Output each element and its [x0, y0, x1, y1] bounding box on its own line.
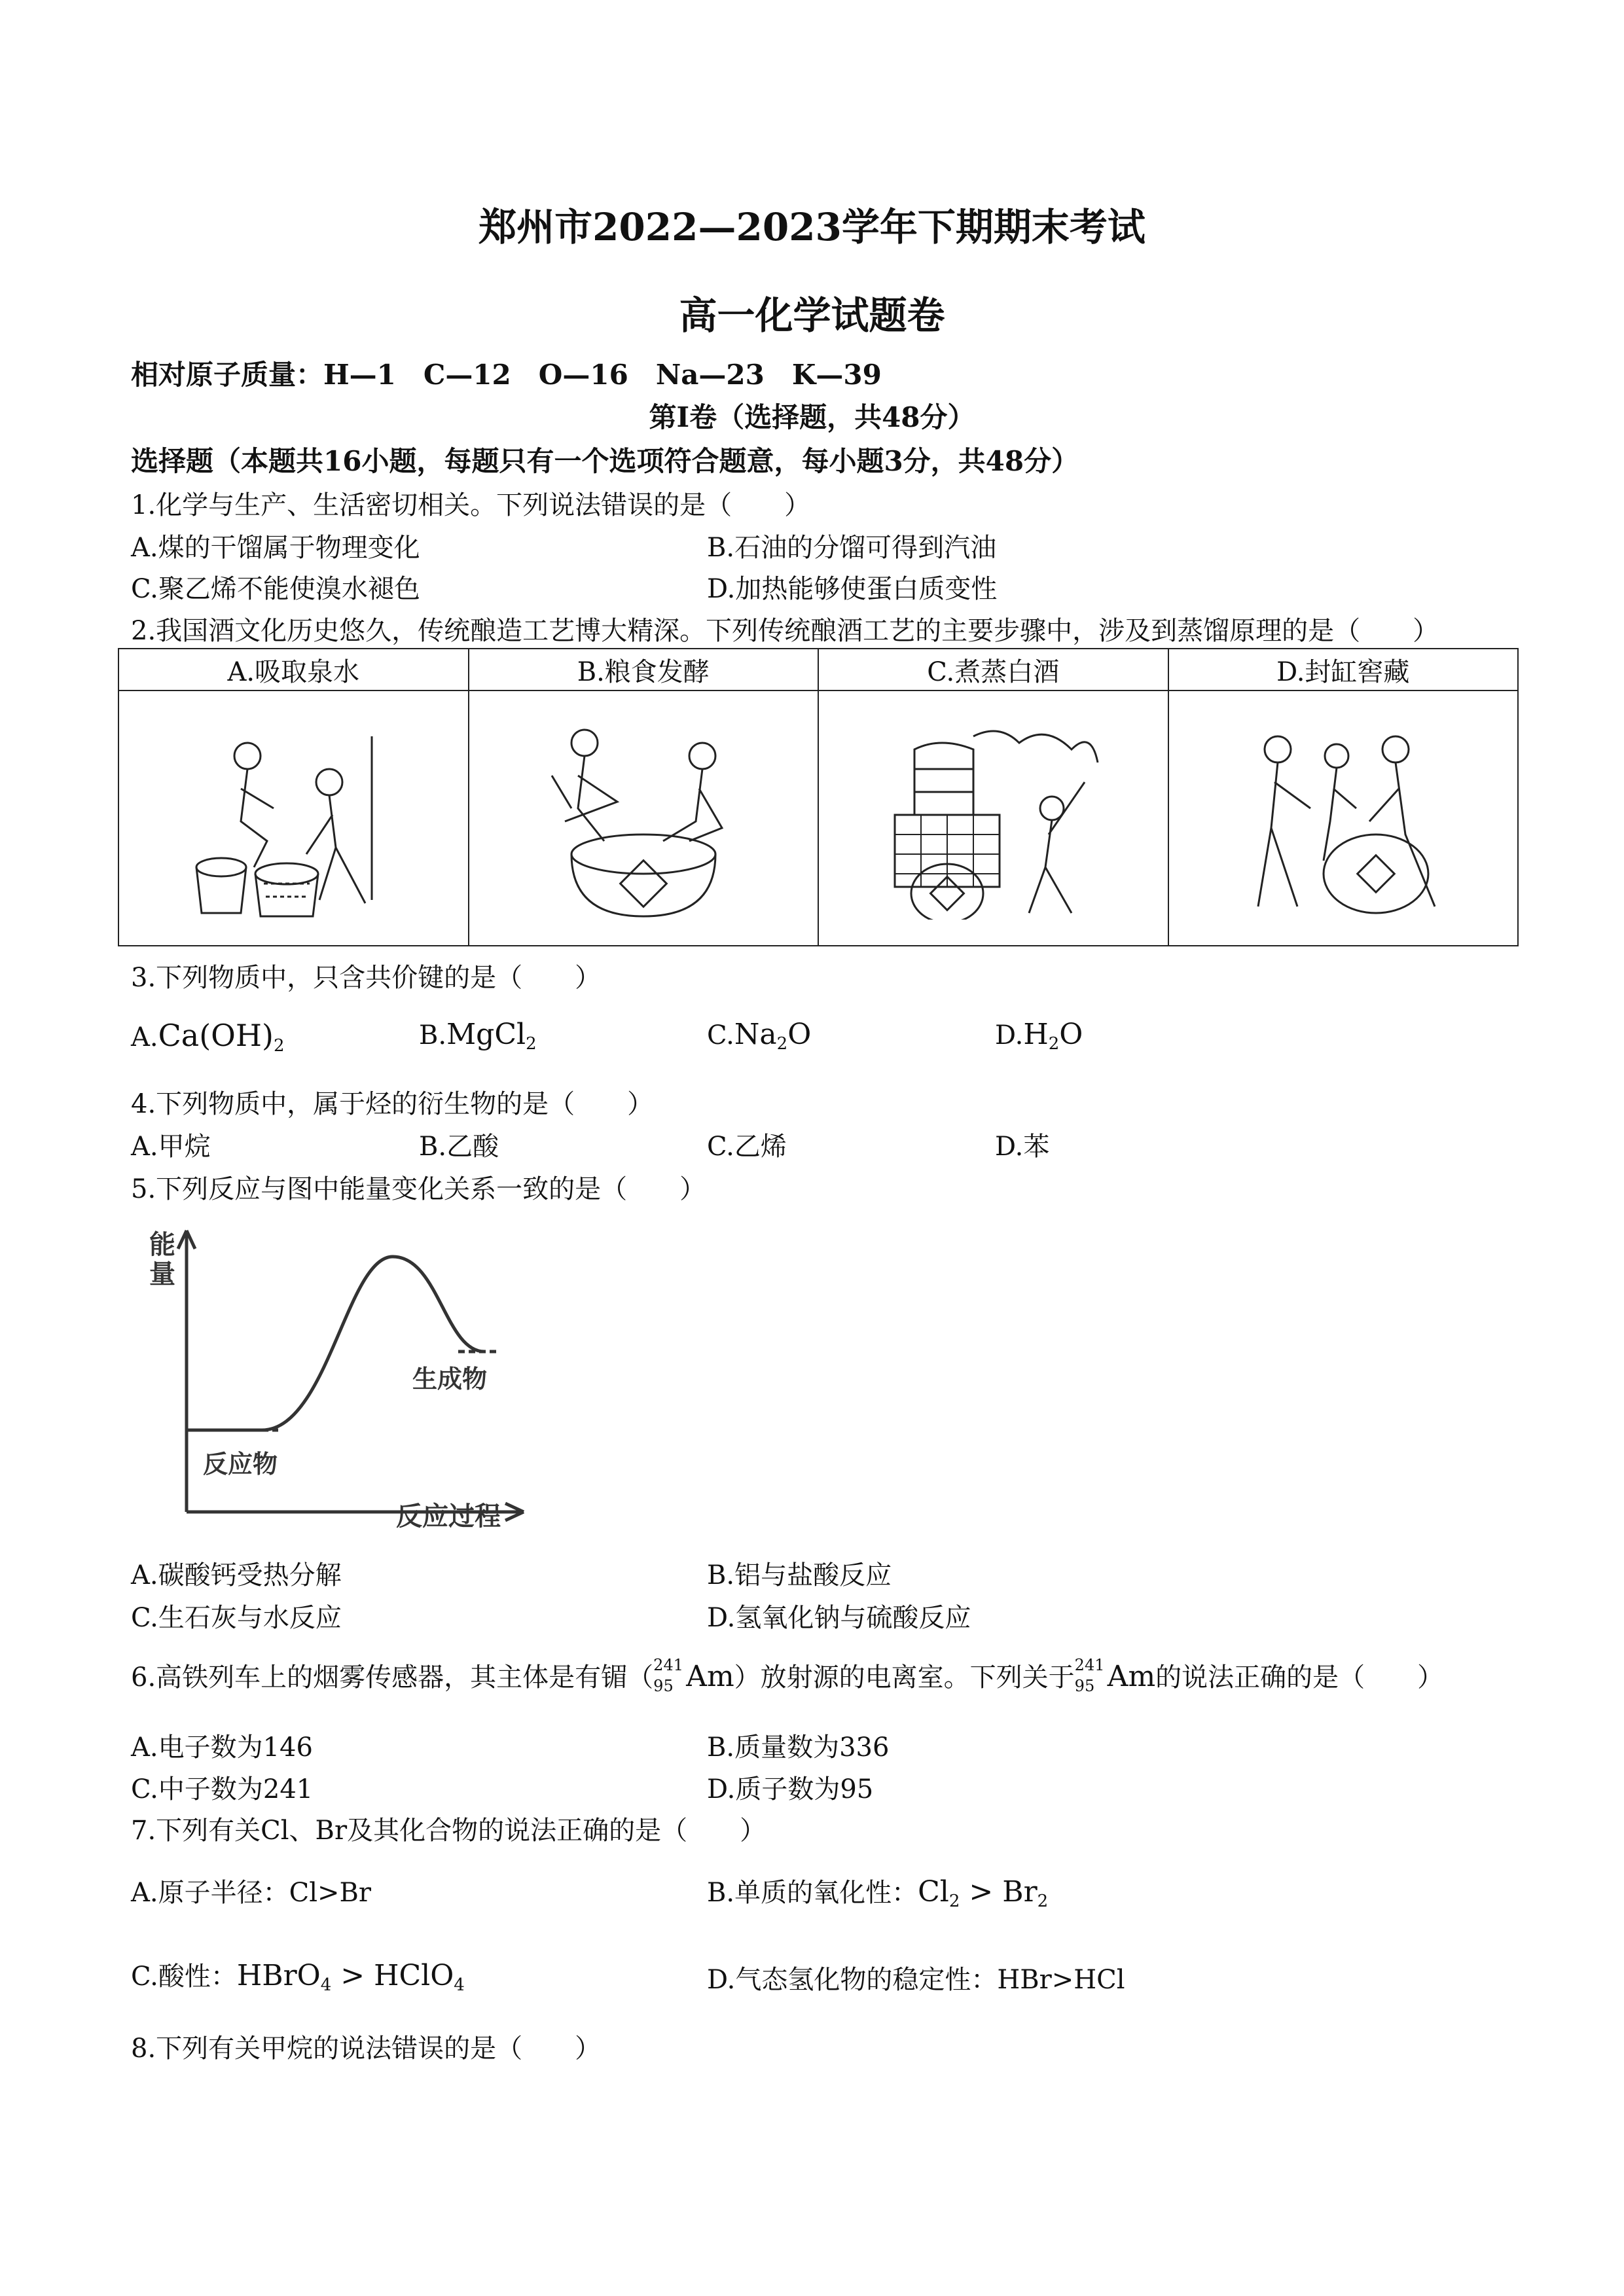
isotope-mass-number: 241	[1074, 1656, 1105, 1674]
q1-option-c: C.聚乙烯不能使溴水褪色	[131, 574, 420, 604]
q2-option-table	[118, 648, 1519, 946]
q6-option-c: C.中子数为241	[131, 1774, 314, 1804]
isotope-mass-number: 241	[653, 1656, 683, 1674]
q6-stem-part1: 6.高铁列车上的烟雾传感器，其主体是有镅（	[131, 1662, 654, 1693]
q7-option-b-subscript-a: 2	[948, 1892, 960, 1911]
q3-option-d	[995, 1018, 1083, 1054]
q2-header-d: D.封缸窖藏	[1168, 649, 1519, 691]
y-axis-label-line2: 量	[149, 1259, 175, 1289]
q2-image-a	[118, 691, 469, 946]
q7-option-c-formula-a: HBrO	[236, 1959, 321, 1992]
q1-option-a: A.煤的干馏属于物理变化	[131, 533, 420, 563]
q3-option-c-label: C.	[707, 1020, 734, 1050]
y-axis-label-line1: 能	[149, 1230, 175, 1260]
q1-stem: 1.化学与生产、生活密切相关。下列说法错误的是（ ）	[131, 490, 811, 520]
q3-option-a-label: A.	[131, 1022, 158, 1052]
q1-option-d: D.加热能够使蛋白质变性	[707, 574, 998, 604]
q6-stem	[131, 1656, 1443, 1694]
energy-curve	[187, 1257, 484, 1430]
q3-option-c-formula-b: O	[787, 1018, 812, 1051]
q7-option-b-subscript-b: 2	[1037, 1892, 1049, 1911]
q2-image-d	[1168, 691, 1519, 946]
q3-option-a	[131, 1018, 285, 1056]
q7-option-c-formula-b: HClO	[374, 1959, 454, 1992]
q5-stem: 5.下列反应与图中能量变化关系一致的是（ ）	[131, 1174, 706, 1204]
q2-header-c: C.煮蒸白酒	[818, 649, 1168, 691]
q4-option-d: D.苯	[995, 1132, 1050, 1162]
q2-header-b: B.粮食发酵	[469, 649, 819, 691]
q3-option-d-formula-b: O	[1059, 1018, 1083, 1051]
q7-option-c	[131, 1956, 465, 1995]
isotope-atomic-number: 95	[653, 1677, 674, 1695]
isotope-symbol: Am	[1107, 1660, 1156, 1693]
exam-subtitle: 高一化学试题卷	[679, 293, 945, 338]
q2-stem: 2.我国酒文化历史悠久，传统酿造工艺博大精深。下列传统酿酒工艺的主要步骤中，涉及到蒸馏原理的是（ ）	[131, 616, 1439, 646]
q3-option-d-subscript: 2	[1048, 1034, 1060, 1054]
q7-option-b-formula-a: Cl	[918, 1875, 949, 1909]
q7-option-b-label: B.单质的氧化性：	[707, 1878, 918, 1908]
q7-option-b-formula-b: Br	[1002, 1875, 1038, 1909]
q3-option-a-formula: Ca(OH)	[158, 1018, 274, 1053]
section-heading: 第Ⅰ卷（选择题，共48分）	[649, 401, 975, 433]
q2-header-a: A.吸取泉水	[118, 649, 469, 691]
q7-option-c-operator: >	[331, 1959, 374, 1992]
americium-isotope-2	[1074, 1656, 1108, 1695]
q3-option-c	[707, 1018, 811, 1054]
exam-title: 郑州市2022—2023学年下期期末考试	[478, 205, 1146, 249]
q8-stem: 8.下列有关甲烷的说法错误的是（ ）	[131, 2034, 602, 2064]
q5-option-c: C.生石灰与水反应	[131, 1603, 342, 1633]
q7-stem: 7.下列有关Cl、Br及其化合物的说法正确的是（ ）	[131, 1816, 767, 1846]
q3-option-b-label: B.	[419, 1020, 447, 1050]
atomic-mass-line: 相对原子质量：H—1 C—12 O—16 Na—23 K—39	[131, 359, 882, 391]
q5-option-d: D.氢氧化钠与硫酸反应	[707, 1603, 971, 1633]
q6-stem-part3: 的说法正确的是（ ）	[1155, 1662, 1444, 1693]
q5-option-a: A.碳酸钙受热分解	[131, 1560, 342, 1590]
q1-option-b: B.石油的分馏可得到汽油	[707, 533, 997, 563]
q3-option-c-formula-a: Na	[734, 1018, 777, 1051]
q7-option-c-label: C.酸性：	[131, 1962, 237, 1992]
q7-option-c-subscript-a: 4	[320, 1975, 332, 1995]
q3-option-c-subscript: 2	[776, 1034, 788, 1054]
q3-stem: 3.下列物质中，只含共价键的是（ ）	[131, 963, 602, 993]
distilling-illustration	[875, 710, 1111, 920]
q7-option-c-subscript-b: 4	[454, 1975, 465, 1995]
q3-option-b-subscript: 2	[526, 1034, 537, 1054]
q6-option-a: A.电子数为146	[131, 1732, 313, 1763]
isotope-symbol: Am	[686, 1660, 734, 1693]
q3-option-b	[419, 1018, 537, 1054]
q7-option-b	[707, 1872, 1048, 1911]
q2-image-b	[469, 691, 819, 946]
instructions: 选择题（本题共16小题，每题只有一个选项符合题意，每小题3分，共48分）	[131, 445, 1079, 477]
q3-option-b-formula: MgCl	[446, 1018, 526, 1051]
q2-image-c	[818, 691, 1168, 946]
isotope-atomic-number: 95	[1074, 1677, 1095, 1695]
q7-option-d: D.气态氢化物的稳定性：HBr>HCl	[707, 1965, 1125, 1995]
jar-cellar-illustration	[1225, 710, 1461, 920]
q5-option-b: B.铝与盐酸反应	[707, 1560, 892, 1590]
q7-option-b-operator: >	[960, 1875, 1003, 1909]
reactant-label: 反应物	[203, 1450, 278, 1479]
product-label: 生成物	[412, 1365, 488, 1393]
q4-option-a: A.甲烷	[131, 1132, 211, 1162]
q3-option-d-label: D.	[995, 1020, 1024, 1050]
q6-stem-part2: ）放射源的电离室。下列关于	[734, 1662, 1075, 1693]
q3-option-a-subscript: 2	[273, 1036, 285, 1056]
q4-option-b: B.乙酸	[419, 1132, 499, 1162]
q4-option-c: C.乙烯	[707, 1132, 787, 1162]
q7-option-a: A.原子半径：Cl>Br	[131, 1878, 372, 1908]
q4-stem: 4.下列物质中，属于烃的衍生物的是（ ）	[131, 1089, 654, 1119]
q3-option-d-formula-a: H	[1023, 1018, 1049, 1051]
spring-water-illustration	[175, 710, 411, 920]
q6-option-d: D.质子数为95	[707, 1774, 874, 1804]
energy-diagram	[131, 1217, 550, 1532]
grain-fermentation-illustration	[526, 710, 761, 920]
americium-isotope	[653, 1656, 686, 1695]
x-axis-label: 反应过程	[396, 1501, 501, 1532]
q6-option-b: B.质量数为336	[707, 1732, 890, 1763]
